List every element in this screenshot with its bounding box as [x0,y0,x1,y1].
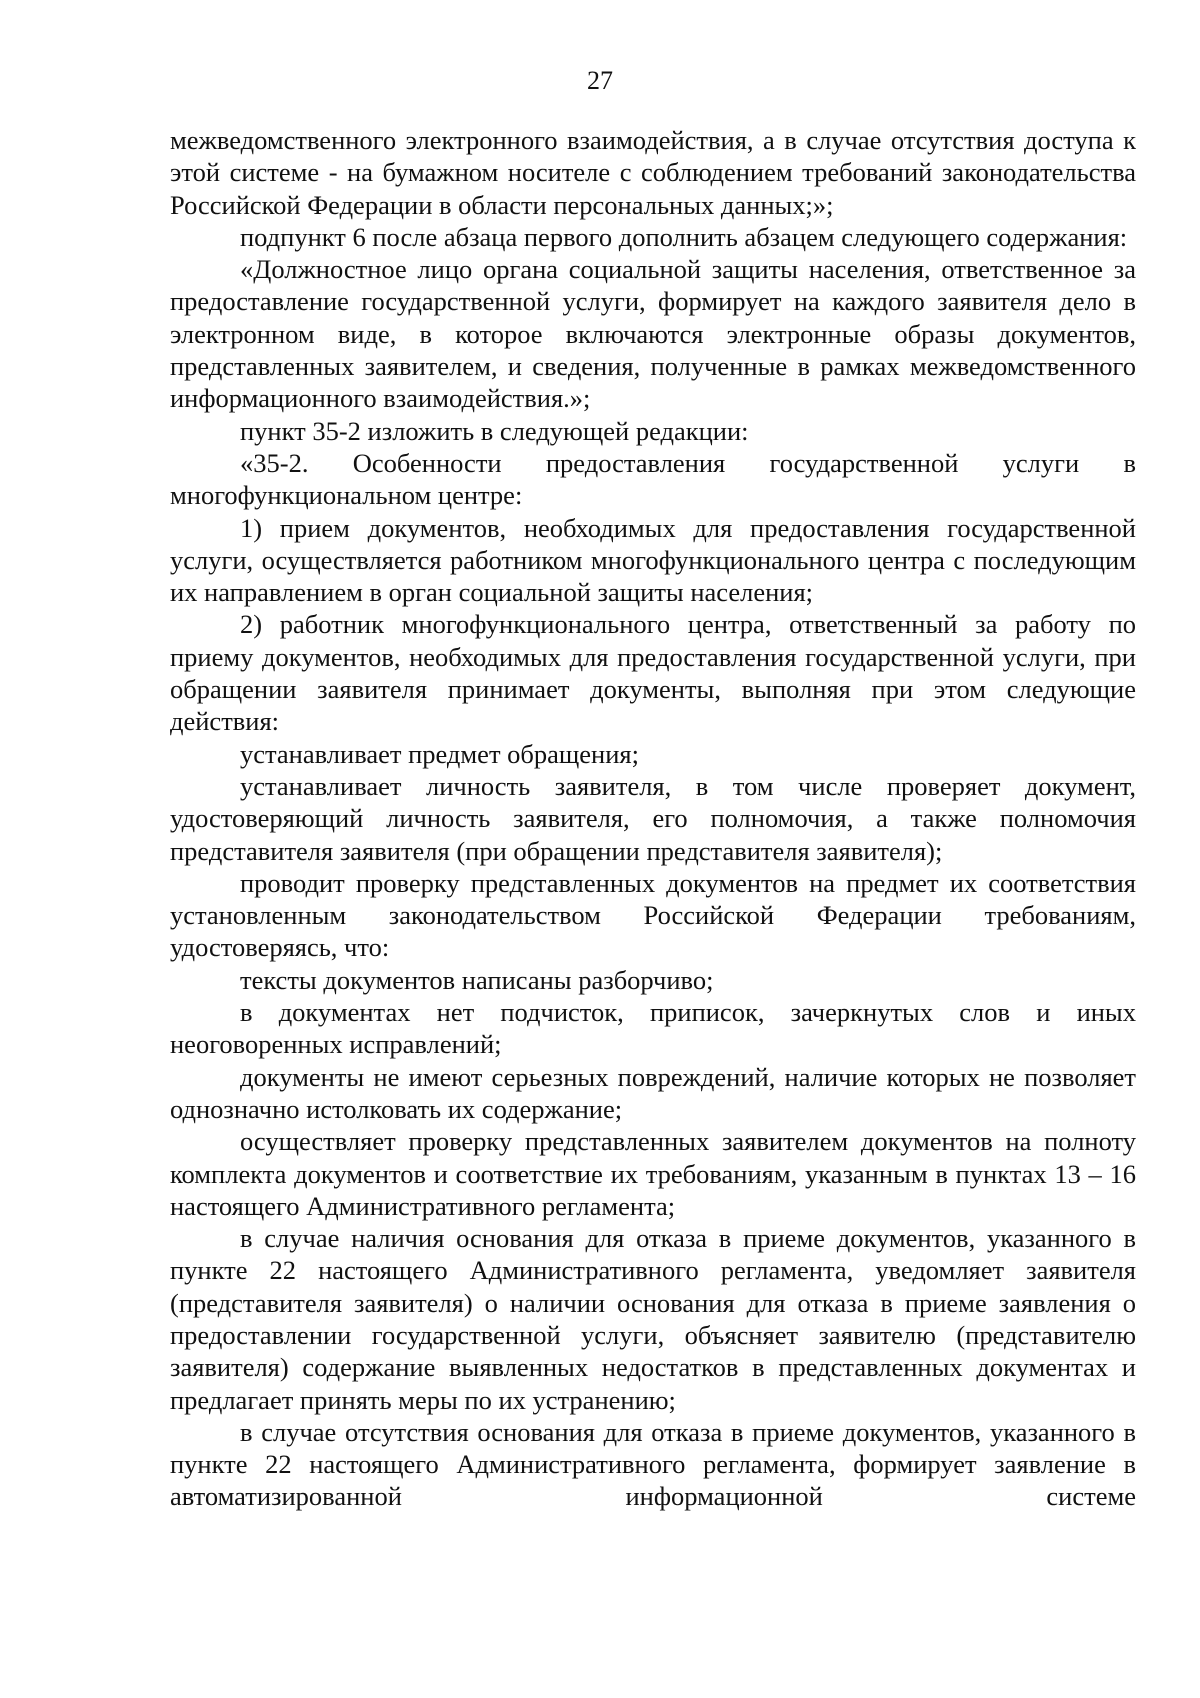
paragraph-action-identity: устанавливает личность заявителя, в том числе проверяет документ, удостоверяющий личность заявителя, его полномочия, а также полномочия представителя заявителя (при обращении представителя заявителя); [170,770,1136,866]
paragraph-35-2-heading: «35-2. Особенности предоставления государственной услуги в многофункциональном центре: [170,447,1136,511]
paragraph-point-35-2-intro: пункт 35-2 изложить в следующей редакции: [240,415,749,446]
paragraph-refusal-grounds: в случае наличия основания для отказа в приеме документов, указанного в пункте 22 настоящего Административного регламента, уведомляет заявителя (представителя заявителя) о наличии основания для отказа в приеме заявления о предоставлении государственной услуги, объясняет заявителю (представителю заявителя) содержание выявленных недостатков в представленных документах и предлагает принять меры по их устранению; [170,1223,1136,1415]
paragraph-check-no-corrections: в документах нет подчисток, приписок, зачеркнутых слов и иных неоговоренных исправлений; [170,997,1136,1060]
paragraph-check-no-damage: документы не имеют серьезных повреждений, наличие которых не позволяет однозначно истолковать их содержание; [170,1061,1136,1124]
paragraph-continuation: межведомственного электронного взаимодействия, а в случае отсутствия доступа к этой системе - на бумажном носителе с соблюдением требований законодательства Российской Федерации в области персональных данных;»; [170,125,1136,220]
paragraph-check-legible: тексты документов написаны разборчиво; [240,964,714,995]
document-body [170,124,1136,1513]
paragraph-item-2: 2) работник многофункционального центра, ответственный за работу по приему документов, необходимых для предоставления государственной услуги, при обращении заявителя принимает документы, выполняя при этом следующие действия: [170,609,1136,737]
paragraph-official-case-file: «Должностное лицо органа социальной защиты населения, ответственное за предоставление государственной услуги, формирует на каждого заявителя дело в электронном виде, в которое включаются электронные образы документов, представленных заявителем, и сведения, полученные в рамках межведомственного информационного взаимодействия.»; [170,254,1136,414]
paragraph-item-1: 1) прием документов, необходимых для предоставления государственной услуги, осуществляется работником многофункционального центра с последующим их направлением в орган социальной защиты населения; [170,512,1136,608]
paragraph-action-completeness: осуществляет проверку представленных заявителем документов на полноту комплекта документов и соответствие их требованиям, указанным в пунктах 13 – 16 настоящего Административного регламента; [170,1126,1136,1221]
paragraph-no-refusal-grounds: в случае отсутствия основания для отказа в приеме документов, указанного в пункте 22 настоящего Административного регламента, формирует заявление в автоматизированной информационной системе [170,1416,1136,1512]
paragraph-action-check-documents: проводит проверку представленных документов на предмет их соответствия установленным законодательством Российской Федерации требованиям, удостоверяясь, что: [170,867,1136,963]
paragraph-subpoint-6: подпункт 6 после абзаца первого дополнить абзацем следующего содержания: [240,221,1128,252]
paragraph-action-subject: устанавливает предмет обращения; [240,738,639,769]
page-number: 27 [587,66,613,95]
